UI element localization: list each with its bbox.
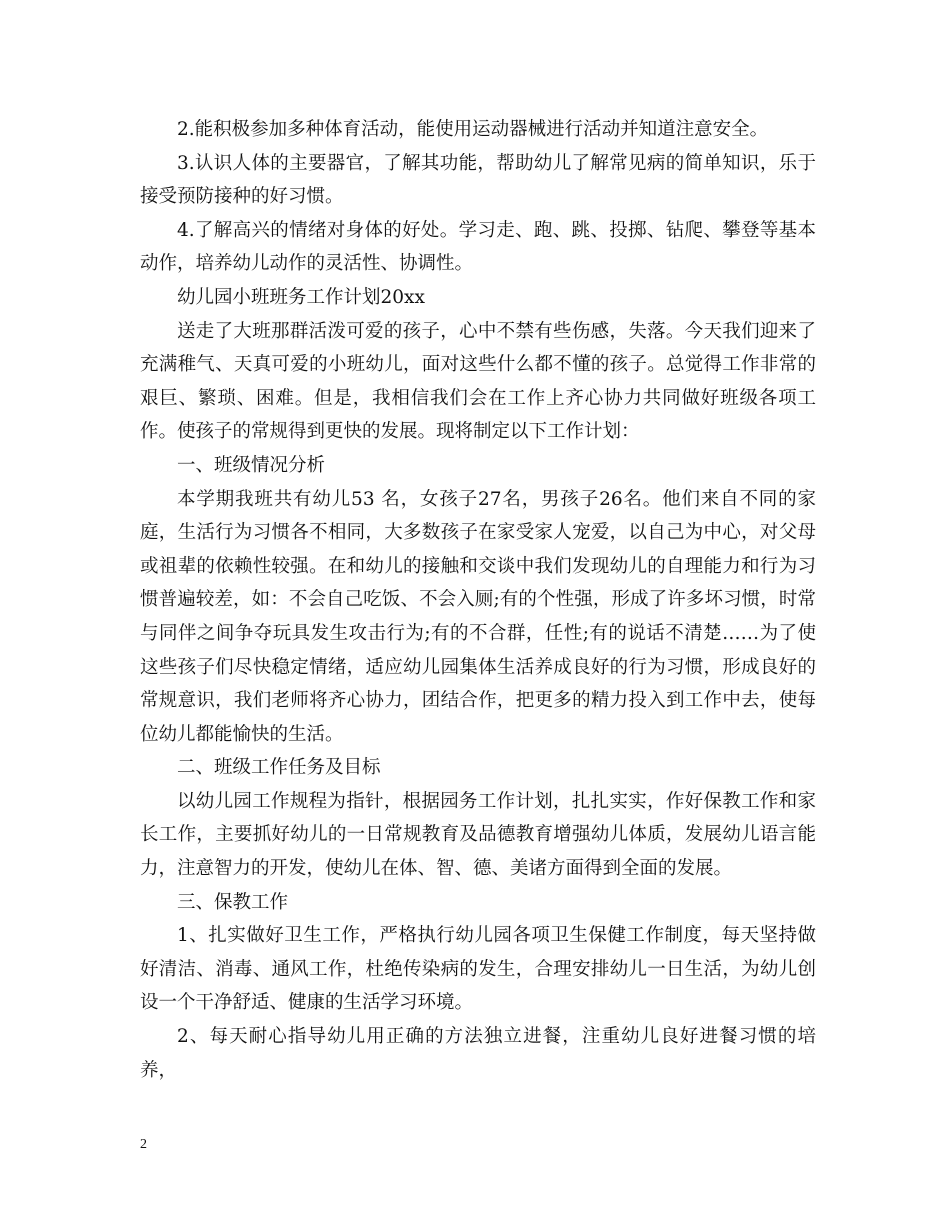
document-body [140,113,816,1087]
paragraph-health-goal-2: 2.能积极参加多种体育活动，能使用运动器械进行活动并知道注意安全。 [177,119,769,140]
paragraph-class-analysis: 本学期我班共有幼儿53 名，女孩子27名，男孩子26名。他们来自不同的家庭，生活行为习惯各不相同，大多数孩子在家受家人宠爱，以自己为中心，对父母或祖辈的依赖性较强。在和幼儿的接触和交谈中我们发现幼儿的自理能力和行为习惯普遍较差，如：不会自己吃饭、不会入厕;有的个性强，形成了许多坏习惯，时常与同伴之间争夺玩具发生攻击行为;有的不合群，任性;有的说话不清楚……为了使这些孩子们尽快稳定情绪，适应幼儿园集体生活养成良好的行为习惯，形成良好的常规意识，我们老师将齐心协力，团结合作，把更多的精力投入到工作中去，使每位幼儿都能愉快的生活。 [140,488,816,745]
section-title-plan: 幼儿园小班班务工作计划20xx [177,286,425,308]
paragraph-health-goal-4: 4.了解高兴的情绪对身体的好处。学习走、跑、跳、投掷、钻爬、攀登等基本动作，培养幼儿动作的灵活性、协调性。 [140,219,816,275]
heading-tasks-goals: 二、班级工作任务及目标 [177,757,381,779]
heading-class-analysis: 一、班级情况分析 [177,454,326,476]
paragraph-health-goal-3: 3.认识人体的主要器官，了解其功能，帮助幼儿了解常见病的简单知识，乐于接受预防接种的好习惯。 [140,152,816,208]
paragraph-care-item-1: 1、扎实做好卫生工作，严格执行幼儿园各项卫生保健工作制度，每天坚持做好清洁、消毒、通风工作，杜绝传染病的发生，合理安排幼儿一日生活，为幼儿创设一个干净舒适、健康的生活学习环境。 [140,925,816,1014]
paragraph-introduction: 送走了大班那群活泼可爱的孩子，心中不禁有些伤感，失落。今天我们迎来了充满稚气、天真可爱的小班幼儿，面对这些什么都不懂的孩子。总觉得工作非常的艰巨、繁琐、困难。但是，我相信我们会在工作上齐心协力共同做好班级各项工作。使孩子的常规得到更快的发展。现将制定以下工作计划： [140,320,816,443]
paragraph-care-item-2: 2、每天耐心指导幼儿用正确的方法独立进餐，注重幼儿良好进餐习惯的培养， [140,1026,816,1081]
paragraph-tasks-goals: 以幼儿园工作规程为指针，根据园务工作计划，扎扎实实，作好保教工作和家长工作，主要抓好幼儿的一日常规教育及品德教育增强幼儿体质，发展幼儿语言能力，注意智力的开发，使幼儿在体、智、德、美诸方面得到全面的发展。 [140,790,816,880]
heading-care-education: 三、保教工作 [177,891,289,913]
page-number: 2 [140,1137,147,1152]
